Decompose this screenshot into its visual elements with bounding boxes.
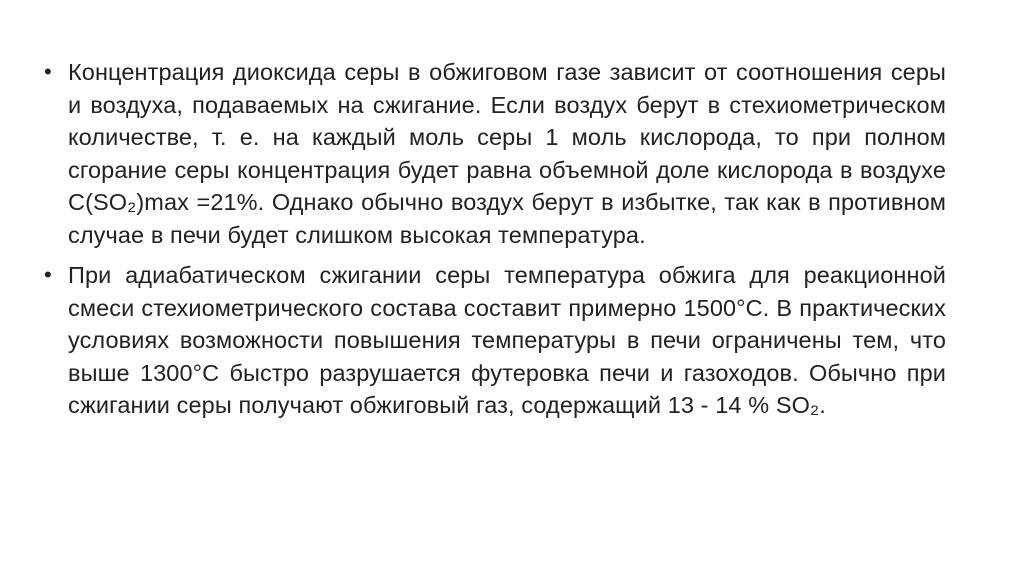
bullet-marker: • [44,59,52,84]
bullet-text-adiabatic: При адиабатическом сжигании серы температура обжига для реакционной смеси стехиометрического состава составит примерно 1500°С. В практических условиях возможности повышения температуры в печи ограничены тем, что выше 1300°С быстро разрушается футеровка печи и газоходов. Обычно при сжигании серы получают обжиговый газ, содержащий 13 - 14 % SO₂. [68,262,946,418]
bullet-marker: • [44,262,52,287]
bullet-list [42,56,946,430]
bullet-item-concentration [42,56,946,251]
bullet-text-concentration: Концентрация диоксида серы в обжиговом газе зависит от соотношения серы и воздуха, подаваемых на сжигание. Если воздух берут в стехиометрическом количестве, т. е. на каждый моль серы 1 моль кислорода, то при полном сгорание серы концентрация будет равна объемной доле кислорода в воздухе С(SO₂)max =21%. Однако обычно воздух берут в избытке, так как в противном случае в печи будет слишком высокая температура. [68,59,946,248]
bullet-item-adiabatic [42,259,946,422]
